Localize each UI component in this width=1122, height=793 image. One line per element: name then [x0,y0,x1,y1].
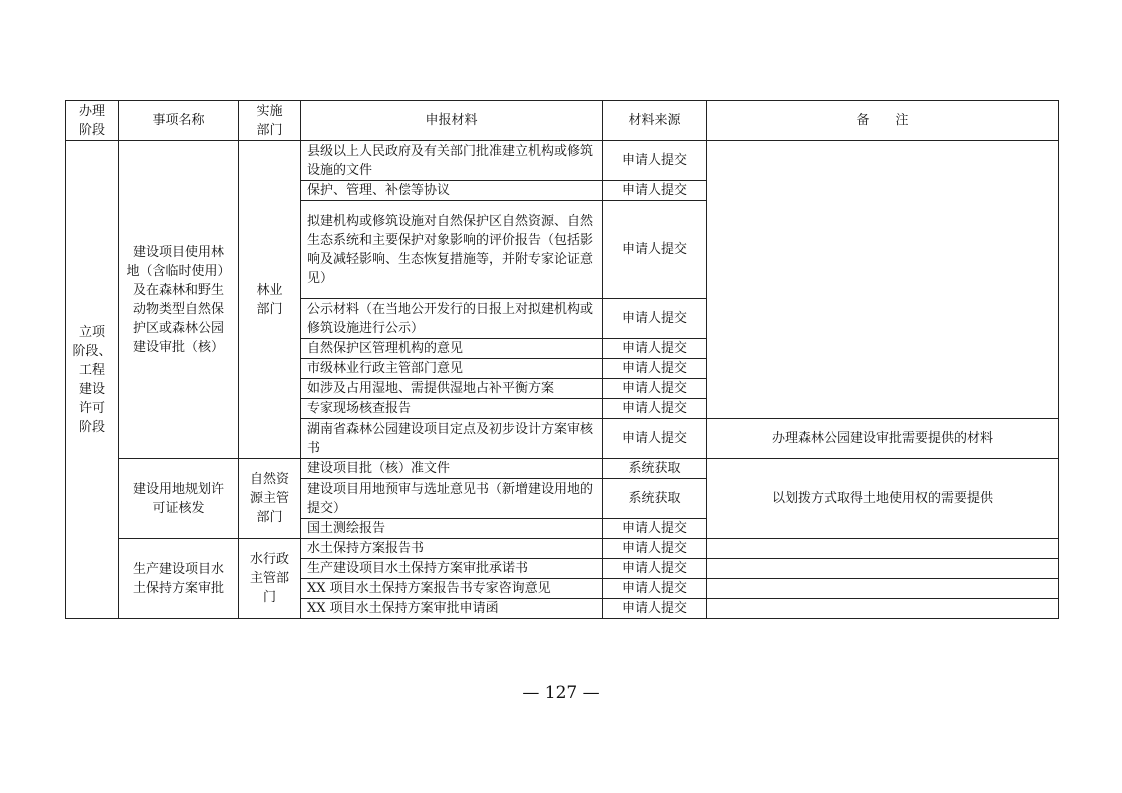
source-cell: 申请人提交 [603,359,707,379]
materials-table [65,100,1059,619]
source-cell: 申请人提交 [603,379,707,399]
material-cell: 公示材料（在当地公开发行的日报上对拟建机构或修筑设施进行公示） [301,299,603,339]
material-cell: 国土测绘报告 [301,519,603,539]
source-cell: 申请人提交 [603,579,707,599]
material-cell: 拟建机构或修筑设施对自然保护区自然资源、自然生态系统和主要保护对象影响的评价报告（包括影响及减轻影响、生态恢复措施等，并附专家论证意见） [301,201,603,299]
notes-cell [707,141,1059,419]
source-cell: 申请人提交 [603,419,707,459]
item-cell: 生产建设项目水 土保持方案审批 [119,539,239,619]
item-cell: 建设用地规划许 可证核发 [119,459,239,539]
material-cell: 建设项目批（核）准文件 [301,459,603,479]
source-cell: 申请人提交 [603,399,707,419]
notes-cell: 以划拨方式取得土地使用权的需要提供 [707,459,1059,539]
dept-cell: 自然资 源主管 部门 [239,459,301,539]
notes-cell [707,539,1059,559]
source-cell: 申请人提交 [603,141,707,181]
material-cell: 建设项目用地预审与选址意见书（新增建设用地的提交） [301,479,603,519]
page-number: — 127 — [522,683,600,703]
source-cell: 申请人提交 [603,299,707,339]
stage-cell: 立项 阶段、 工程 建设 许可 阶段 [66,141,119,619]
material-cell: 水土保持方案报告书 [301,539,603,559]
material-cell: 自然保护区管理机构的意见 [301,339,603,359]
table-row [66,141,1059,181]
source-cell: 申请人提交 [603,201,707,299]
source-cell: 系统获取 [603,459,707,479]
table-row [66,539,1059,559]
dept-cell: 林业 部门 [239,141,301,459]
source-cell: 申请人提交 [603,181,707,201]
material-cell: 专家现场核查报告 [301,399,603,419]
notes-cell [707,579,1059,599]
material-cell: XX 项目水土保持方案审批申请函 [301,599,603,619]
header-source: 材料来源 [603,101,707,141]
item-cell: 建设项目使用林 地（含临时使用） 及在森林和野生 动物类型自然保 护区或森林公园 建设审批（核） [119,141,239,459]
dept-cell: 水行政 主管部 门 [239,539,301,619]
header-dept: 实施 部门 [239,101,301,141]
notes-cell [707,599,1059,619]
material-cell: 保护、管理、补偿等协议 [301,181,603,201]
source-cell: 申请人提交 [603,339,707,359]
notes-cell [707,559,1059,579]
source-cell: 系统获取 [603,479,707,519]
material-cell: 如涉及占用湿地、需提供湿地占补平衡方案 [301,379,603,399]
source-cell: 申请人提交 [603,559,707,579]
header-materials: 申报材料 [301,101,603,141]
source-cell: 申请人提交 [603,519,707,539]
material-cell: 县级以上人民政府及有关部门批准建立机构或修筑设施的文件 [301,141,603,181]
header-item: 事项名称 [119,101,239,141]
source-cell: 申请人提交 [603,539,707,559]
material-cell: 市级林业行政主管部门意见 [301,359,603,379]
material-cell: 湖南省森林公园建设项目定点及初步设计方案审核书 [301,419,603,459]
table-row [66,459,1059,479]
header-stage: 办理 阶段 [66,101,119,141]
header-row [66,101,1059,141]
notes-cell: 办理森林公园建设审批需要提供的材料 [707,419,1059,459]
material-cell: XX 项目水土保持方案报告书专家咨询意见 [301,579,603,599]
header-notes: 备 注 [707,101,1059,141]
source-cell: 申请人提交 [603,599,707,619]
material-cell: 生产建设项目水土保持方案审批承诺书 [301,559,603,579]
